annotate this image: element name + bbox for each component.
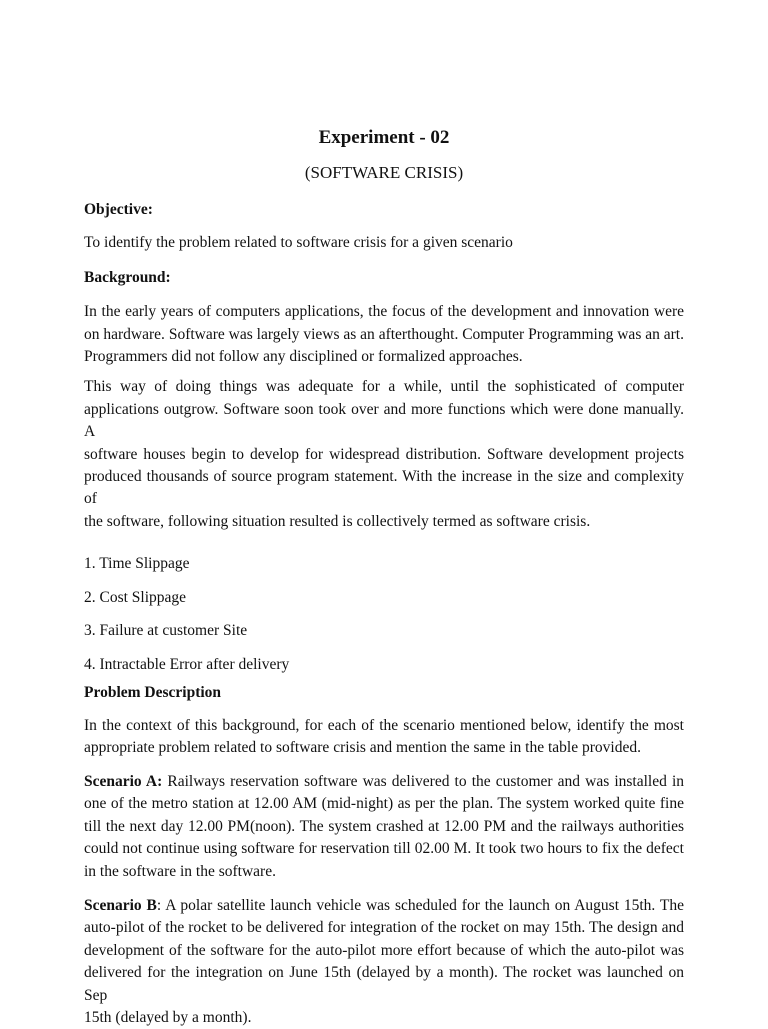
line-text: 15th (delayed by a month). bbox=[84, 1008, 252, 1026]
text-line bbox=[84, 399, 684, 444]
text-line bbox=[84, 940, 684, 962]
text-line bbox=[84, 715, 684, 737]
line-text: In the early years of computers applications, the focus of the development and innovation were bbox=[84, 303, 684, 321]
text-line bbox=[84, 466, 684, 511]
text-line bbox=[84, 547, 684, 581]
background-paragraph-2 bbox=[84, 376, 684, 533]
page-title: Experiment - 02 bbox=[318, 127, 450, 148]
text-line bbox=[84, 793, 684, 815]
text-line bbox=[84, 648, 684, 682]
line-text: This way of doing things was adequate for a while, until the sophisticated of computer bbox=[84, 378, 684, 396]
line-text: on hardware. Software was largely views as an afterthought. Computer Programming was an art. bbox=[84, 325, 684, 343]
scenario-label: Scenario A: bbox=[84, 772, 163, 790]
line-text: 4. Intractable Error after delivery bbox=[84, 656, 290, 674]
text-line bbox=[84, 917, 684, 939]
background-heading: Background: bbox=[84, 268, 171, 286]
text-line bbox=[84, 511, 684, 533]
text-line bbox=[84, 324, 684, 346]
line-text: delivered for the integration on June 15th (delayed by a month). The rocket was launched on Sep bbox=[84, 964, 684, 1004]
scenario-b bbox=[84, 895, 684, 1029]
text-line bbox=[84, 771, 684, 793]
line-text: one of the metro station at 12.00 AM (mid-night) as per the plan. The system worked quite fine bbox=[84, 795, 684, 813]
line-text: could not continue using software for reservation till 02.00 M. It took two hours to fix the defect bbox=[84, 840, 684, 858]
line-text: produced thousands of source program statement. With the increase in the size and complexity of bbox=[84, 468, 684, 508]
text-line bbox=[84, 301, 684, 323]
line-text: development of the software for the auto-pilot more effort because of which the auto-pilot was bbox=[84, 941, 684, 959]
line-text: in the software in the software. bbox=[84, 862, 276, 880]
line-text: auto-pilot of the rocket to be delivered for integration of the rocket on may 15th. The design and bbox=[84, 919, 684, 937]
line-text: 3. Failure at customer Site bbox=[84, 622, 248, 640]
line-text: 2. Cost Slippage bbox=[84, 588, 187, 606]
scenario-a bbox=[84, 771, 684, 883]
line-text: Programmers did not follow any disciplined or formalized approaches. bbox=[84, 348, 523, 366]
text-line bbox=[84, 1007, 684, 1029]
text-line bbox=[84, 816, 684, 838]
text-line bbox=[84, 232, 684, 254]
text-line bbox=[84, 346, 684, 368]
background-paragraph-1 bbox=[84, 301, 684, 368]
text-line bbox=[84, 962, 684, 1007]
text-line bbox=[84, 444, 684, 466]
objective-text bbox=[84, 232, 684, 254]
text-line bbox=[84, 581, 684, 615]
objective-heading: Objective: bbox=[84, 201, 153, 218]
line-text: To identify the problem related to software crisis for a given scenario bbox=[84, 234, 513, 252]
text-line bbox=[84, 614, 684, 648]
line-text: the software, following situation resulted is collectively termed as software crisis. bbox=[84, 512, 591, 530]
text-line bbox=[84, 838, 684, 860]
line-text: In the context of this background, for each of the scenario mentioned below, identify the most bbox=[84, 717, 684, 735]
line-text: till the next day 12.00 PM(noon). The system crashed at 12.00 PM and the railways authorities bbox=[84, 817, 684, 835]
line-text: Railways reservation software was delivered to the customer and was installed in bbox=[162, 772, 685, 790]
scenario-label: Scenario B bbox=[84, 896, 157, 914]
line-text: appropriate problem related to software crisis and mention the same in the table provided. bbox=[84, 739, 641, 757]
text-line bbox=[84, 376, 684, 398]
line-text: software houses begin to develop for widespread distribution. Software development projects bbox=[84, 445, 684, 463]
crisis-list bbox=[84, 547, 684, 681]
problem-heading: Problem Description bbox=[84, 683, 222, 701]
line-text: 1. Time Slippage bbox=[84, 555, 190, 573]
page-subtitle: (SOFTWARE CRISIS) bbox=[304, 163, 464, 182]
text-line bbox=[84, 737, 684, 759]
line-text: applications outgrow. Software soon took over and more functions which were done manually. A bbox=[84, 400, 684, 441]
text-line bbox=[84, 895, 684, 917]
problem-paragraph bbox=[84, 715, 684, 760]
text-line bbox=[84, 861, 684, 883]
line-text: : A polar satellite launch vehicle was scheduled for the launch on August 15th. The bbox=[156, 896, 684, 914]
